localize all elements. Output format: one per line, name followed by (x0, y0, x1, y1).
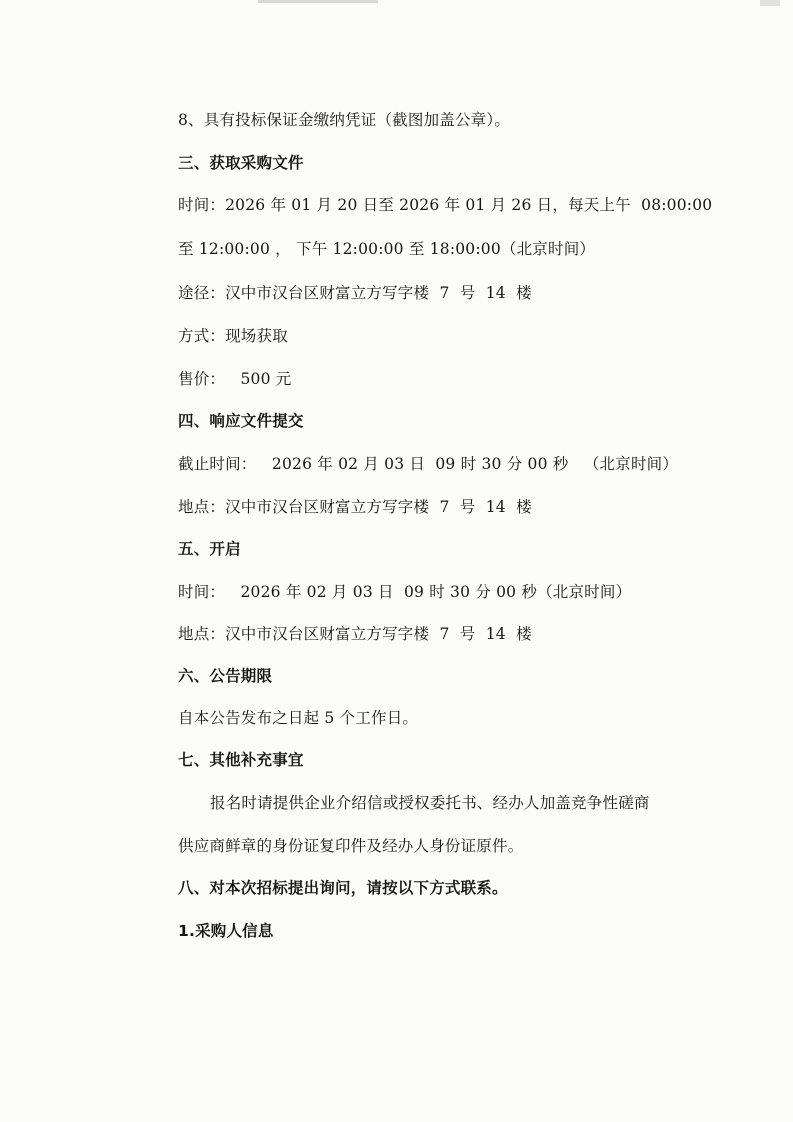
section-3-method: 方式：现场获取 (178, 327, 288, 345)
section-3-route: 途径：汉中市汉台区财富立方写字楼 7 号 14 楼 (178, 284, 532, 302)
section-7-body-line-1: 报名时请提供企业介绍信或授权委托书、经办人加盖竞争性磋商 (210, 794, 650, 812)
section-7-heading: 七、其他补充事宜 (178, 751, 304, 769)
section-5-heading: 五、开启 (178, 540, 241, 558)
section-3-time-line-2: 至 12:00:00 ， 下午 12:00:00 至 18:00:00（北京时间） (178, 240, 596, 258)
section-8-subheading-purchaser: 1.采购人信息 (178, 922, 274, 940)
section-5-place: 地点：汉中市汉台区财富立方写字楼 7 号 14 楼 (178, 625, 532, 643)
section-6-heading: 六、公告期限 (178, 667, 273, 685)
section-5-time: 时间： 2026 年 02 月 03 日 09 时 30 分 00 秒（北京时间） (178, 583, 632, 601)
section-8-heading: 八、对本次招标提出询问，请按以下方式联系。 (178, 879, 508, 897)
section-3-heading: 三、获取采购文件 (178, 154, 304, 172)
section-4-deadline: 截止时间： 2026 年 02 月 03 日 09 时 30 分 00 秒 （北京时间） (178, 455, 679, 473)
section-4-place: 地点：汉中市汉台区财富立方写字楼 7 号 14 楼 (178, 498, 532, 516)
scan-artifact (760, 0, 780, 6)
section-3-time-line-1: 时间：2026 年 01 月 20 日至 2026 年 01 月 26 日，每天上午 08:00:00 (178, 196, 713, 214)
section-6-body: 自本公告发布之日起 5 个工作日。 (178, 709, 419, 727)
section-7-body-line-2: 供应商鲜章的身份证复印件及经办人身份证原件。 (178, 837, 524, 855)
scan-artifact (258, 0, 378, 3)
section-3-price: 售价： 500 元 (178, 370, 292, 388)
item-8-text: 8、具有投标保证金缴纳凭证（截图加盖公章）。 (178, 111, 511, 129)
section-4-heading: 四、响应文件提交 (178, 412, 304, 430)
